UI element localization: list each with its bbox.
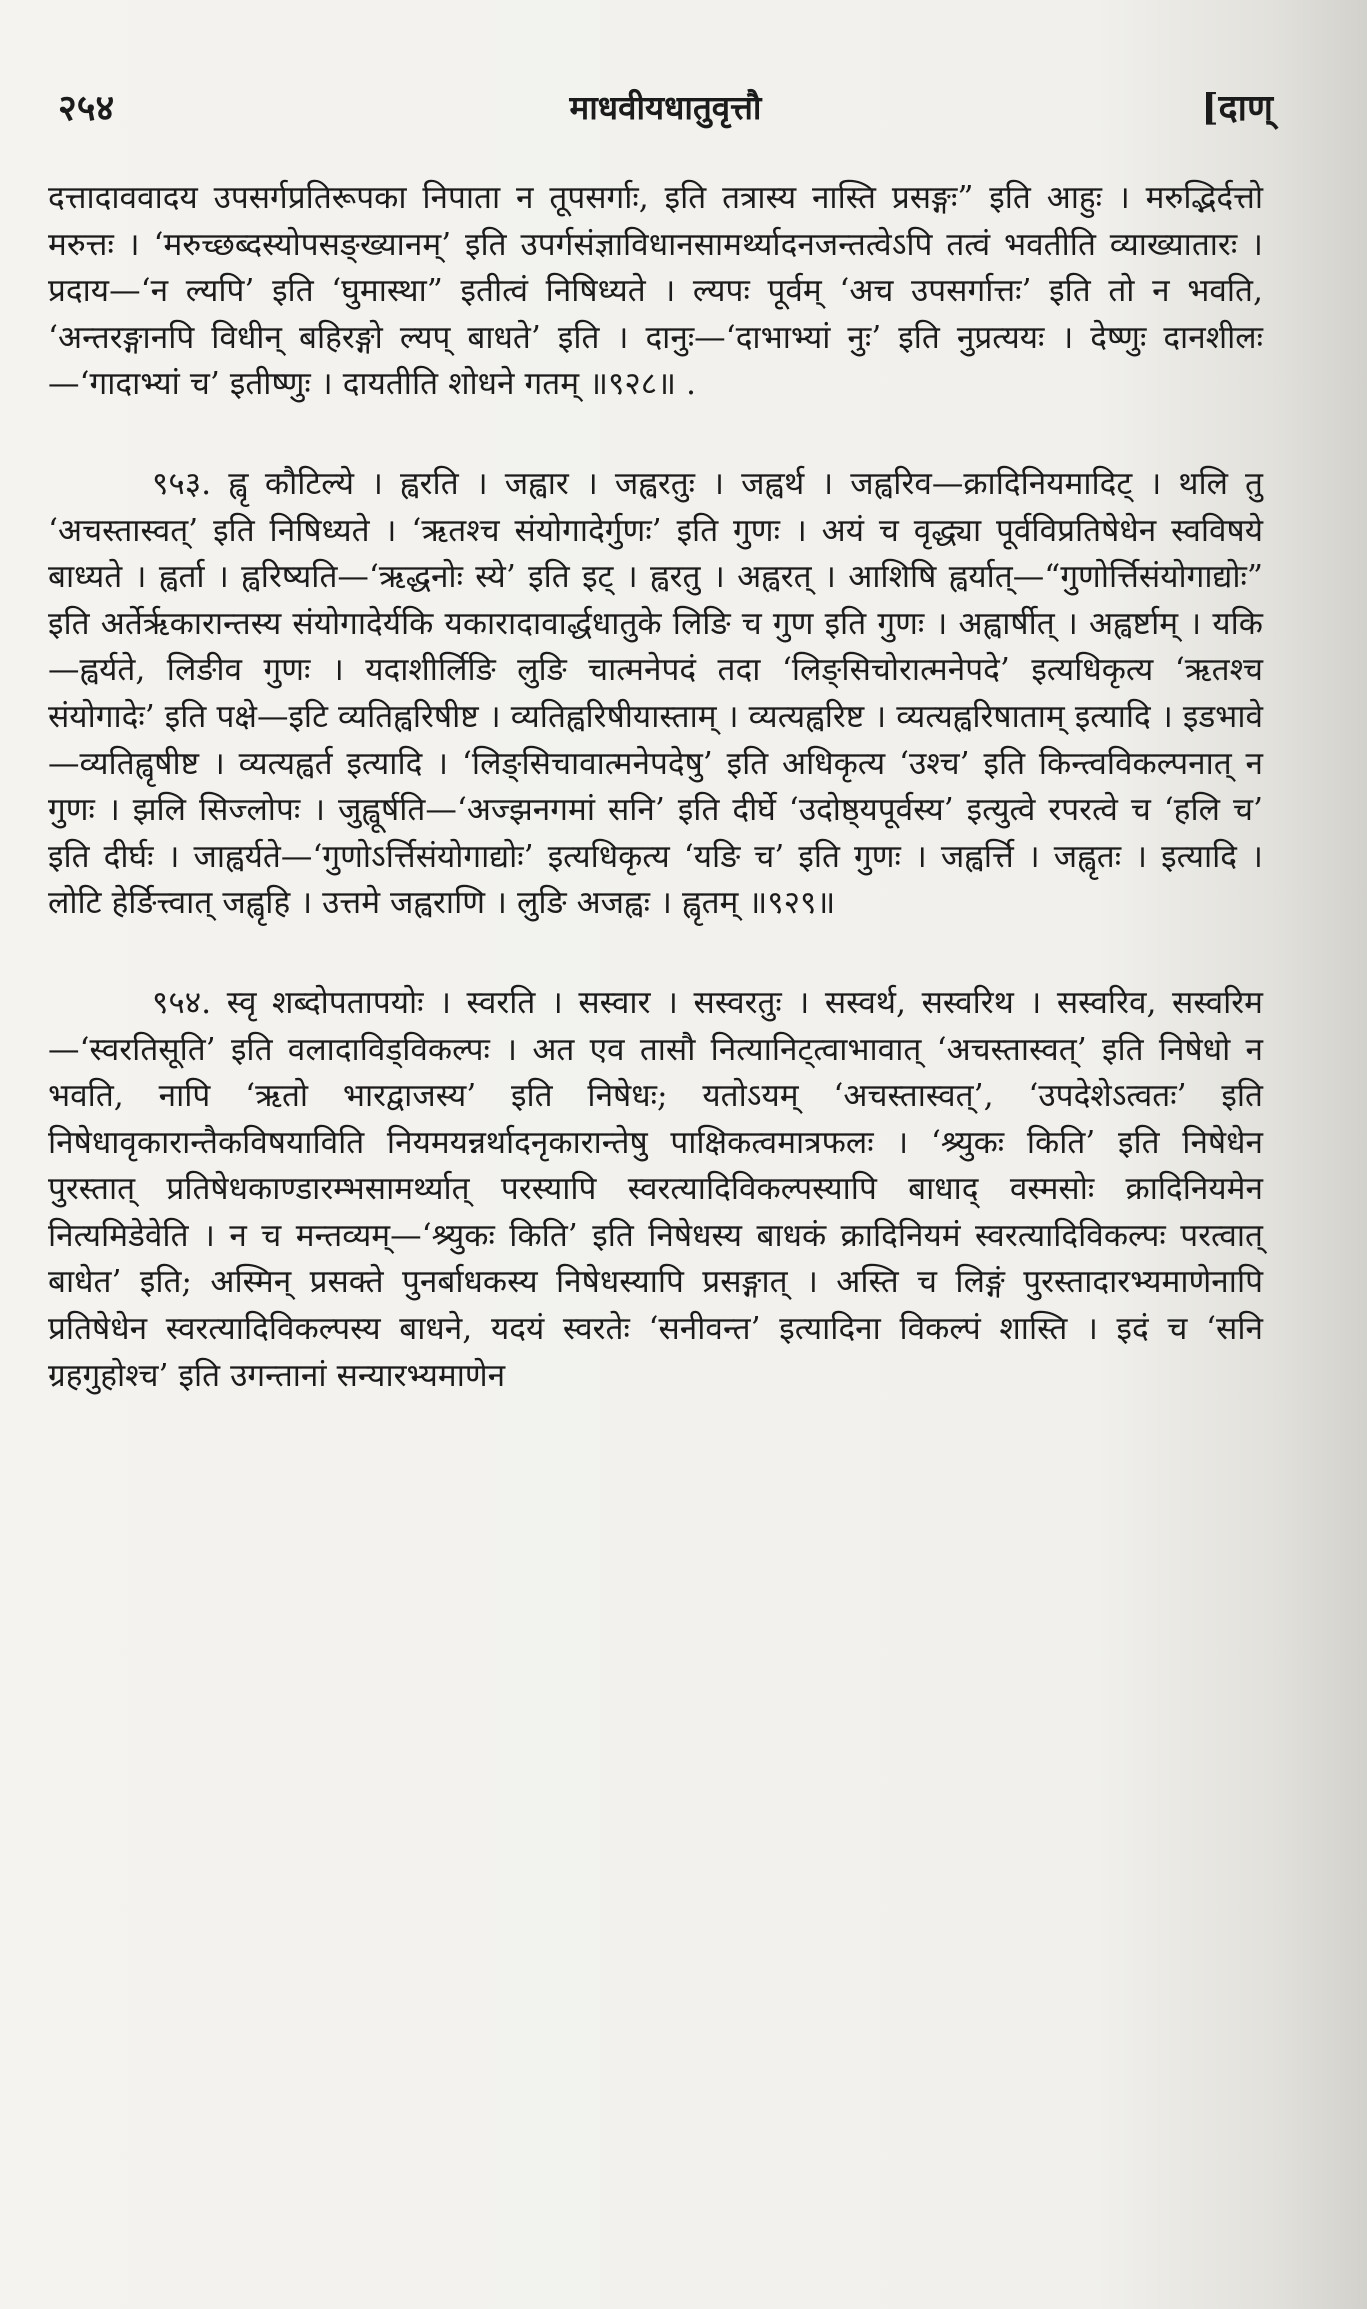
page-number: २५४ (58, 87, 115, 129)
page-header (58, 82, 1273, 142)
catchword: [दाण् (1201, 87, 1273, 129)
body-text (48, 175, 1263, 1399)
paragraph-3: ९५४. स्वृ शब्दोपतापयोः । स्वरति । सस्वार । सस्वरतुः । सस्वर्थ, सस्वरिथ । सस्वरिव, सस्वरिम—‘स्वरतिसूति’ इति वलादाविड्विकल्पः । अत एव तासौ नित्यानिट्त्वाभावात् ‘अचस्तास्वत्’ इति निषेधो न भवति, नापि ‘ऋतो भारद्वाजस्य’ इति निषेधः; यतोऽयम् ‘अचस्तास्वत्’, ‘उपदेशेऽत्वतः’ इति निषेधावृकारान्तैकविषयाविति नियमयन्नर्थादनृकारान्तेषु पाक्षिकत्वमात्रफलः । ‘श्र्युकः किति’ इति निषेधेन पुरस्तात् प्रतिषेधकाण्डारम्भसामर्थ्यात् परस्यापि स्वरत्यादिविकल्पस्यापि बाधाद् वस्मसोः क्रादिनियमेन नित्यमिडेवेति । न च मन्तव्यम्—‘श्र्युकः किति’ इति निषेधस्य बाधकं क्रादिनियमं स्वरत्यादिविकल्पः परत्वात् बाधेत’ इति; अस्मिन् प्रसक्ते पुनर्बाधकस्य निषेधस्यापि प्रसङ्गात् । अस्ति च लिङ्गं पुरस्तादारभ्यमाणेनापि प्रतिषेधेन स्वरत्यादिविकल्पस्य बाधने, यदयं स्वरतेः ‘सनीवन्त’ इत्यादिना विकल्पं शास्ति । इदं च ‘सनि ग्रहगुहोश्च’ इति उगन्तानां सन्यारभ्यमाणेन (48, 984, 1263, 1394)
running-title: माधवीयधातुवृत्तौ (569, 88, 762, 127)
paragraph-2: ९५३. ह्वृ कौटिल्ये । ह्वरति । जह्वार । जह्वरतुः । जह्वर्थ । जह्वरिव—क्रादिनियमादिट् । थलि तु ‘अचस्तास्वत्’ इति निषिध्यते । ‘ऋतश्च संयोगादेर्गुणः’ इति गुणः । अयं च वृद्ध्या पूर्वविप्रतिषेधेन स्वविषये बाध्यते । ह्वर्ता । ह्वरिष्यति—‘ऋद्धनोः स्ये’ इति इट् । ह्वरतु । अह्वरत् । आशिषि ह्वर्यात्—“गुणोर्त्तिसंयोगाद्योः” इति अर्तेर्ऋकारान्तस्य संयोगादेर्यकि यकारादावार्द्धधातुके लिङि च गुण इति गुणः । अह्वार्षीत् । अह्वर्ष्टाम् । यकि—ह्वर्यते, लिङीव गुणः । यदाशीर्लिङि लुङि चात्मनेपदं तदा ‘लिङ्सिचोरात्मनेपदे’ इत्यधिकृत्य ‘ऋतश्च संयोगादेः’ इति पक्षे—इटि व्यतिह्वरिषीष्ट । व्यतिह्वरिषीयास्ताम् । व्यत्यह्वरिष्ट । व्यत्यह्वरिषाताम् इत्यादि । इडभावे—व्यतिह्वृषीष्ट । व्यत्यह्वर्त इत्यादि । ‘लिङ्सिचावात्मनेपदेषु’ इति अधिकृत्य ‘उश्च’ इति किन्त्वविकल्पनात् न गुणः । झलि सिज्लोपः । जुह्वूर्षति—‘अज्झनगमां सनि’ इति दीर्घे ‘उदोष्ठ्यपूर्वस्य’ इत्युत्वे रपरत्वे च ‘हलि च’ इति दीर्घः । जाह्वर्यते—‘गुणोऽर्त्तिसंयोगाद्योः’ इत्यधिकृत्य ‘यङि च’ इति गुणः । जह्वर्त्ति । जह्वृतः । इत्यादि । लोटि हेर्ङित्त्वात् जह्वृहि । उत्तमे जह्वराणि । लुङि अजह्वः । ह्वृतम् ॥९२९॥ (48, 465, 1263, 922)
paragraph-1: दत्तादाववादय उपसर्गप्रतिरूपका निपाता न तूपसर्गाः, इति तत्रास्य नास्ति प्रसङ्गः” इति आहुः । मरुद्भिर्दत्तो मरुत्तः । ‘मरुच्छब्दस्योपसङ्ख्यानम्’ इति उपर्गसंज्ञाविधानसामर्थ्यादनजन्तत्वेऽपि तत्वं भवतीति व्याख्यातारः । प्रदाय—‘न ल्यपि’ इति ‘घुमास्था” इतीत्वं निषिध्यते । ल्यपः पूर्वम् ‘अच उपसर्गात्तः’ इति तो न भवति, ‘अन्तरङ्गानपि विधीन् बहिरङ्गो ल्यप् बाधते’ इति । दानुः—‘दाभाभ्यां नुः’ इति नुप्रत्ययः । देष्णुः दानशीलः—‘गादाभ्यां च’ इतीष्णुः । दायतीति शोधने गतम् ॥९२८॥ . (48, 180, 1263, 403)
